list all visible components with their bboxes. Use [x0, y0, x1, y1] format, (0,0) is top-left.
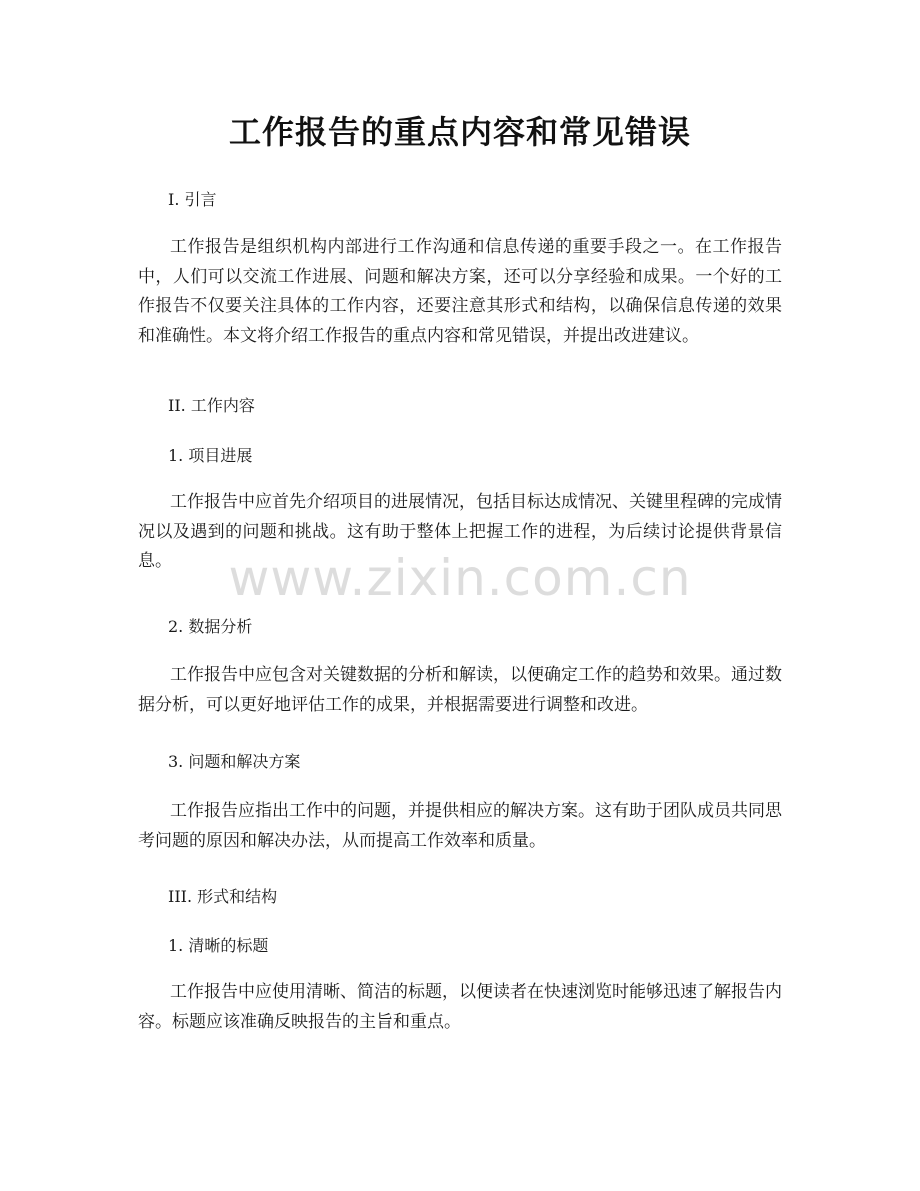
subheading-data-analysis: 2. 数据分析: [168, 617, 253, 636]
paragraph-problems-solutions: 工作报告应指出工作中的问题，并提供相应的解决方案。这有助于团队成员共同思考问题的原因和解决办法，从而提高工作效率和质量。: [138, 801, 782, 851]
watermark: www.zixin.com.cn: [228, 549, 692, 607]
paragraph-introduction: 工作报告是组织机构内部进行工作沟通和信息传递的重要手段之一。在工作报告中，人们可以交流工作进展、问题和解决方案，还可以分享经验和成果。一个好的工作报告不仅要关注具体的工作内容，还要注意其形式和结构，以确保信息传递的效果和准确性。本文将介绍工作报告的重点内容和常见错误，并提出改进建议。: [138, 237, 782, 346]
document-title: 工作报告的重点内容和常见错误: [228, 113, 691, 151]
section-heading-form-structure: III. 形式和结构: [168, 887, 278, 906]
section-heading-work-content: II. 工作内容: [168, 396, 255, 415]
paragraph-clear-title: 工作报告中应使用清晰、简洁的标题，以便读者在快速浏览时能够迅速了解报告内容。标题应该准确反映报告的主旨和重点。: [138, 982, 782, 1032]
subheading-clear-title: 1. 清晰的标题: [168, 936, 269, 955]
subheading-project-progress: 1. 项目进展: [168, 446, 253, 465]
paragraph-data-analysis: 工作报告中应包含对关键数据的分析和解读，以便确定工作的趋势和效果。通过数据分析，可以更好地评估工作的成果，并根据需要进行调整和改进。: [138, 665, 782, 715]
subheading-problems-solutions: 3. 问题和解决方案: [168, 752, 301, 771]
paragraph-project-progress: 工作报告中应首先介绍项目的进展情况，包括目标达成情况、关键里程碑的完成情况以及遇到的问题和挑战。这有助于整体上把握工作的进程，为后续讨论提供背景信息。: [138, 492, 782, 571]
section-heading-introduction: I. 引言: [168, 190, 217, 209]
